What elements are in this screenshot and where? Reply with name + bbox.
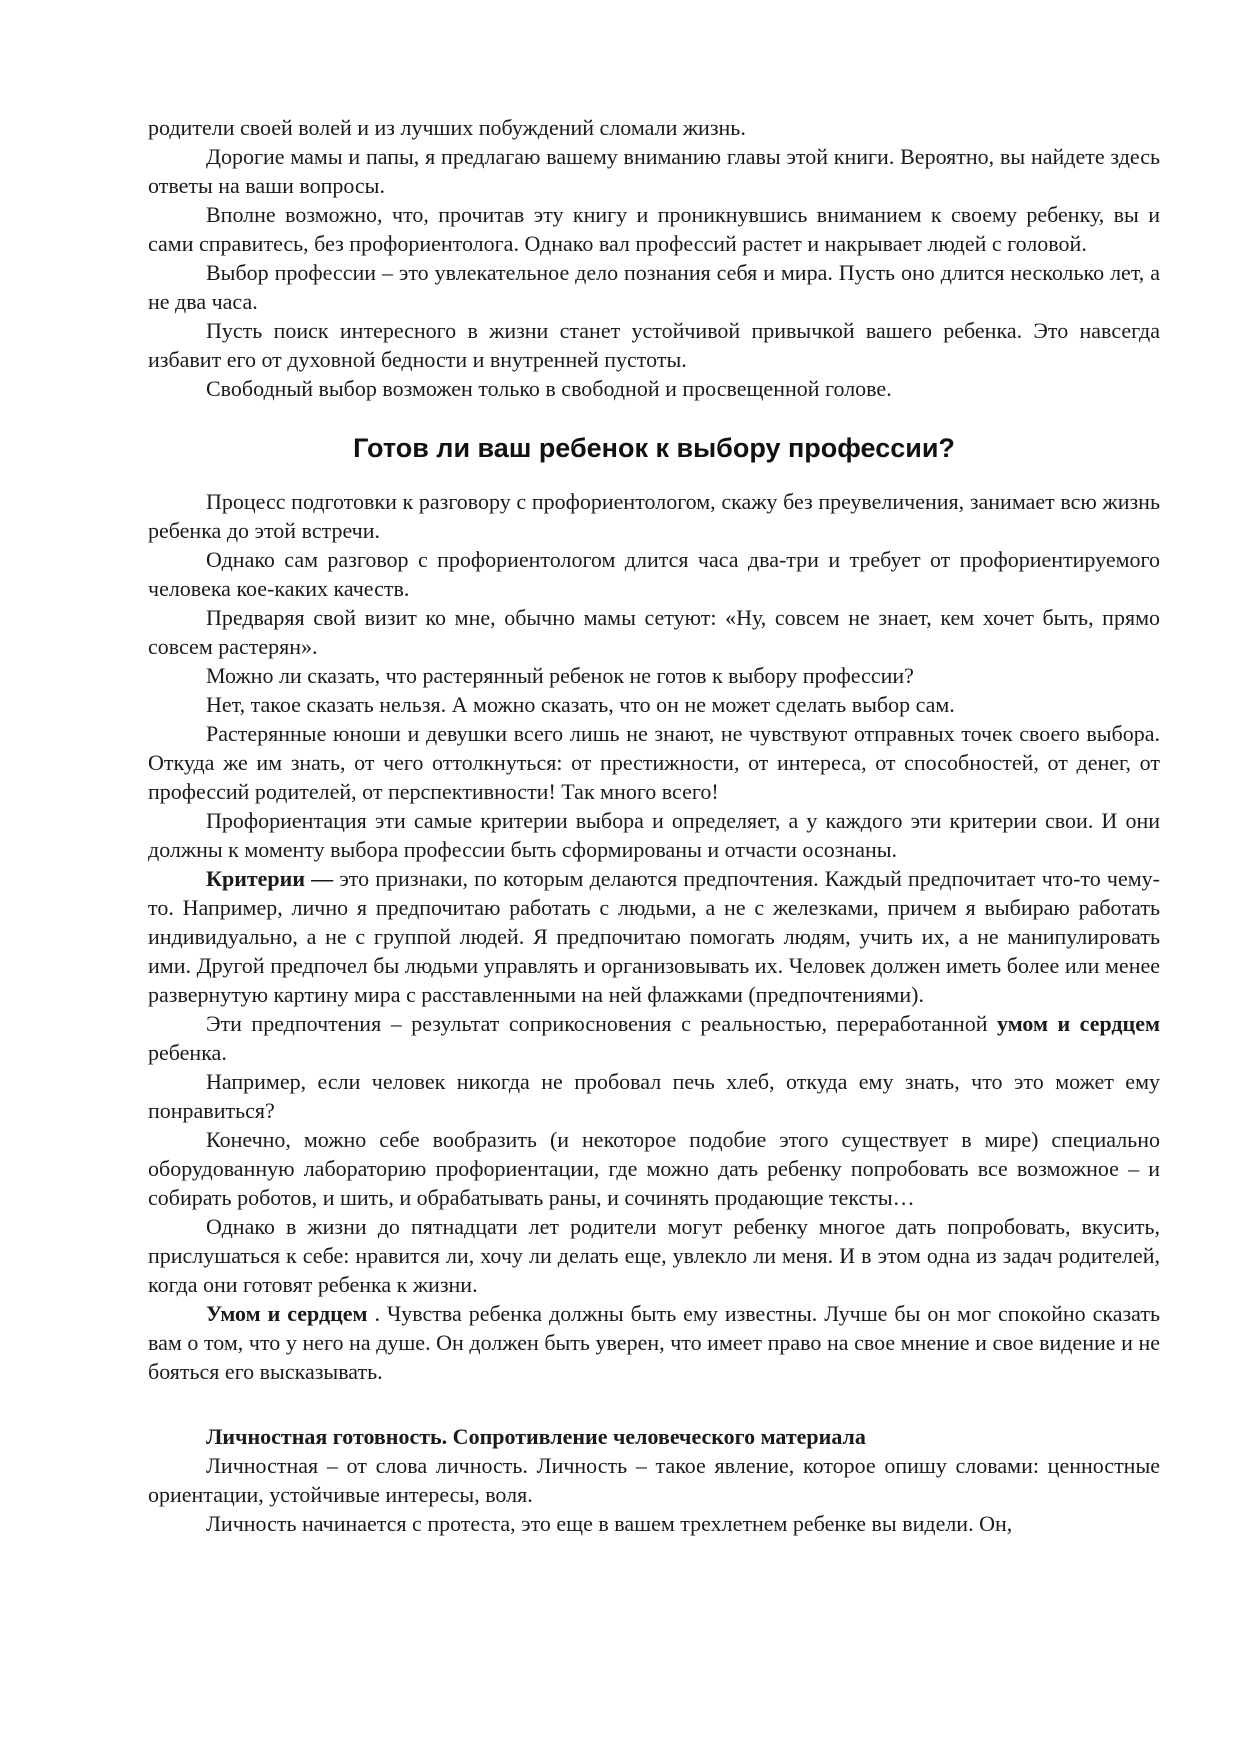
paragraph: Свободный выбор возможен только в свободной и просвещенной голове. <box>206 376 892 401</box>
paragraph: Процесс подготовки к разговору с профориентологом, скажу без преувеличения, занимает всю жизнь ребенка до этой встречи. <box>148 489 1160 543</box>
paragraph: Выбор профессии – это увлекательное дело познания себя и мира. Пусть оно длится несколько лет, а не два часа. <box>148 260 1160 314</box>
paragraph: Личностная – от слова личность. Личность – такое явление, которое опишу словами: ценностные ориентации, устойчивые интересы, воля. <box>148 1453 1160 1507</box>
paragraph-text: Эти предпочтения – результат соприкосновения с реальностью, переработанной <box>206 1011 997 1036</box>
paragraph: Вполне возможно, что, прочитав эту книгу и проникнувшись вниманием к своему ребенку, вы и сами справитесь, без профориентолога. Однако вал профессий растет и накрывает людей с головой. <box>148 202 1160 256</box>
bold-term: умом и сердцем <box>997 1011 1160 1036</box>
paragraph: Личность начинается с протеста, это еще в вашем трехлетнем ребенке вы видели. Он, <box>206 1511 1013 1536</box>
paragraph: Дорогие мамы и папы, я предлагаю вашему вниманию главы этой книги. Вероятно, вы найдете здесь ответы на ваши вопросы. <box>148 144 1160 198</box>
paragraph: Пусть поиск интересного в жизни станет устойчивой привычкой вашего ребенка. Это навсегда избавит его от духовной бедности и внутренней пустоты. <box>148 318 1160 372</box>
paragraph: родители своей волей и из лучших побуждений сломали жизнь. <box>148 115 746 140</box>
paragraph: Однако сам разговор с профориентологом длится часа два-три и требует от профориентируемого человека кое-каких качеств. <box>148 547 1160 601</box>
document-page <box>148 113 1160 1538</box>
paragraph: Например, если человек никогда не пробовал печь хлеб, откуда ему знать, что это может ему понравиться? <box>148 1069 1160 1123</box>
paragraph: Предваряя свой визит ко мне, обычно мамы сетуют: «Ну, совсем не знает, кем хочет быть, прямо совсем растерян». <box>148 605 1160 659</box>
paragraph: Профориентация эти самые критерии выбора и определяет, а у каждого эти критерии свои. И они должны к моменту выбора профессии быть сформированы и отчасти осознаны. <box>148 808 1160 862</box>
paragraph: Растерянные юноши и девушки всего лишь не знают, не чувствуют отправных точек своего выбора. Откуда же им знать, от чего оттолкнуться: от престижности, от интереса, от способностей, от денег, от профессий родителей, от перспективности! Так много всего! <box>148 721 1160 804</box>
paragraph: Нет, такое сказать нельзя. А можно сказать, что он не может сделать выбор сам. <box>206 692 955 717</box>
bold-term: Критерии — <box>206 866 334 891</box>
paragraph: Конечно, можно себе вообразить (и некоторое подобие этого существует в мире) специально оборудованную лабораторию профориентации, где можно дать ребенку попробовать все возможное – и собирать роботов, и шить, и обрабатывать раны, и сочинять продающие тексты… <box>148 1127 1160 1210</box>
paragraph-mind-heart <box>148 1299 1160 1386</box>
paragraph: Можно ли сказать, что растерянный ребенок не готов к выбору профессии? <box>206 663 914 688</box>
paragraph-text: . Чувства ребенка должны быть ему известны. Лучше бы он мог спокойно сказать вам о том, что у него на душе. Он должен быть уверен, что имеет право на свое мнение и свое видение и не бояться его высказывать. <box>148 1301 1161 1384</box>
section-title: Готов ли ваш ребенок к выбору профессии? <box>353 433 955 463</box>
paragraph: Однако в жизни до пятнадцати лет родители могут ребенку многое дать попробовать, вкусить, прислушаться к себе: нравится ли, хочу ли делать еще, увлекло ли меня. И в этом одна из задач родителей, когда они готовят ребенка к жизни. <box>148 1214 1160 1297</box>
subsection-heading: Личностная готовность. Сопротивление человеческого материала <box>206 1424 866 1449</box>
paragraph-text: это признаки, по которым делаются предпочтения. Каждый предпочитает что-то чему-то. Например, лично я предпочитаю работать с людьми, а не с железками, причем я выбираю работать индивидуально, а не с группой людей. Я предпочитаю помогать людям, учить их, а не манипулировать ими. Другой предпочел бы людьми управлять и организовывать их. Человек должен иметь более или менее развернутую картину мира с расставленными на ней флажками (предпочтениями). <box>148 866 1160 1007</box>
paragraph-preferences <box>148 1009 1160 1067</box>
paragraph-criteria <box>148 864 1160 1009</box>
paragraph-text: ребенка. <box>148 1040 227 1065</box>
bold-term: Умом и сердцем <box>206 1301 368 1326</box>
